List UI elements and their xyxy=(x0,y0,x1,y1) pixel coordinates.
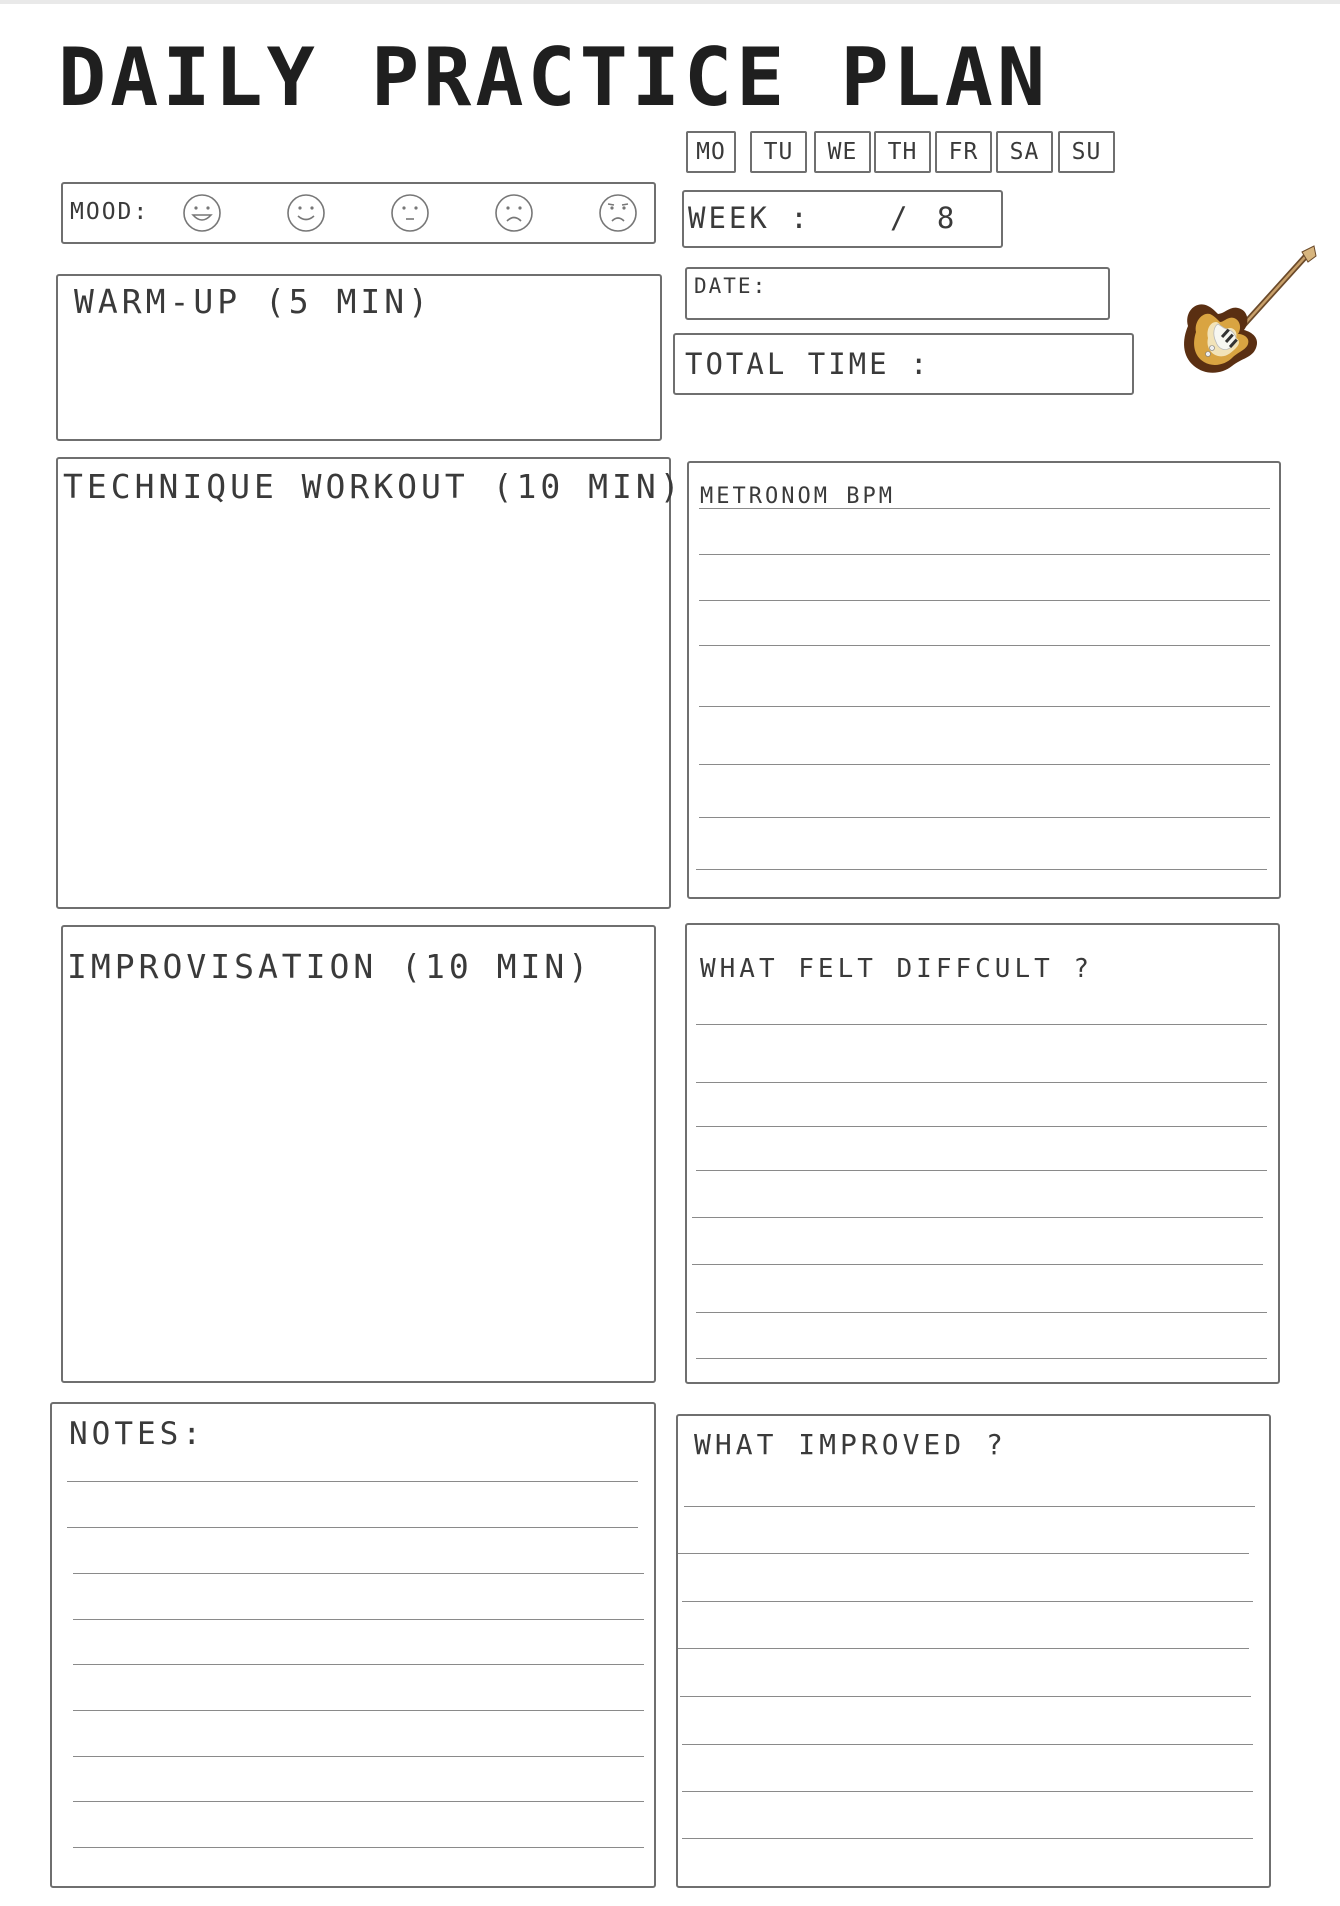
improved-box[interactable] xyxy=(676,1414,1271,1888)
day-tu[interactable]: TU xyxy=(750,131,807,173)
day-th[interactable]: TH xyxy=(874,131,931,173)
writing-line[interactable] xyxy=(682,1601,1253,1602)
page-title: DAILY PRACTICE PLAN xyxy=(58,31,1050,124)
technique-box[interactable] xyxy=(56,457,671,909)
writing-line[interactable] xyxy=(696,1082,1267,1083)
warmup-label: WARM-UP (5 MIN) xyxy=(74,282,433,321)
writing-line[interactable] xyxy=(696,1126,1267,1127)
improved-label: WHAT IMPROVED ? xyxy=(694,1428,1007,1461)
day-sa[interactable]: SA xyxy=(996,131,1053,173)
writing-line[interactable] xyxy=(680,1696,1251,1697)
writing-line[interactable] xyxy=(73,1573,644,1574)
writing-line[interactable] xyxy=(699,706,1270,707)
writing-line[interactable] xyxy=(682,1791,1253,1792)
week-total: / 8 xyxy=(890,201,961,235)
week-label: WEEK : xyxy=(688,201,811,235)
writing-line[interactable] xyxy=(682,1838,1253,1839)
sad-face-icon[interactable] xyxy=(494,193,534,233)
writing-line[interactable] xyxy=(699,645,1270,646)
writing-line[interactable] xyxy=(696,869,1267,870)
writing-line[interactable] xyxy=(684,1506,1255,1507)
writing-line[interactable] xyxy=(67,1481,638,1482)
electric-guitar-icon xyxy=(1178,244,1318,392)
writing-line[interactable] xyxy=(678,1553,1249,1554)
day-mo[interactable]: MO xyxy=(686,131,736,173)
day-fr[interactable]: FR xyxy=(935,131,992,173)
very-happy-face-icon[interactable] xyxy=(182,193,222,233)
writing-line[interactable] xyxy=(699,764,1270,765)
writing-line[interactable] xyxy=(67,1527,638,1528)
writing-line[interactable] xyxy=(692,1264,1263,1265)
improvisation-label: IMPROVISATION (10 MIN) xyxy=(67,947,593,986)
difficult-box[interactable] xyxy=(685,923,1280,1384)
writing-line[interactable] xyxy=(699,554,1270,555)
very-sad-face-icon[interactable] xyxy=(598,193,638,233)
writing-line[interactable] xyxy=(696,1358,1267,1359)
writing-line[interactable] xyxy=(678,1648,1249,1649)
writing-line[interactable] xyxy=(696,1170,1267,1171)
writing-line[interactable] xyxy=(73,1619,644,1620)
writing-line[interactable] xyxy=(73,1847,644,1848)
neutral-face-icon[interactable] xyxy=(390,193,430,233)
writing-line[interactable] xyxy=(696,1312,1267,1313)
notes-box[interactable] xyxy=(50,1402,656,1888)
writing-line[interactable] xyxy=(696,1024,1267,1025)
writing-line[interactable] xyxy=(73,1710,644,1711)
metronome-box[interactable] xyxy=(687,461,1281,899)
mood-box xyxy=(61,182,656,244)
mood-label: MOOD: xyxy=(70,199,150,225)
writing-line[interactable] xyxy=(699,508,1270,509)
metronome-label: METRONOM BPM xyxy=(700,484,895,509)
day-we[interactable]: WE xyxy=(814,131,871,173)
date-label: DATE: xyxy=(694,274,768,298)
writing-line[interactable] xyxy=(699,600,1270,601)
technique-label: TECHNIQUE WORKOUT (10 MIN) xyxy=(63,467,684,506)
writing-line[interactable] xyxy=(682,1744,1253,1745)
writing-line[interactable] xyxy=(73,1756,644,1757)
total-time-label: TOTAL TIME : xyxy=(685,347,931,381)
writing-line[interactable] xyxy=(699,817,1270,818)
happy-face-icon[interactable] xyxy=(286,193,326,233)
top-edge xyxy=(0,0,1340,4)
writing-line[interactable] xyxy=(692,1217,1263,1218)
day-su[interactable]: SU xyxy=(1058,131,1115,173)
difficult-label: WHAT FELT DIFFCULT ? xyxy=(700,954,1094,984)
improvisation-box[interactable] xyxy=(61,925,656,1383)
writing-line[interactable] xyxy=(73,1801,644,1802)
notes-label: NOTES: xyxy=(69,1416,205,1452)
writing-line[interactable] xyxy=(73,1664,644,1665)
